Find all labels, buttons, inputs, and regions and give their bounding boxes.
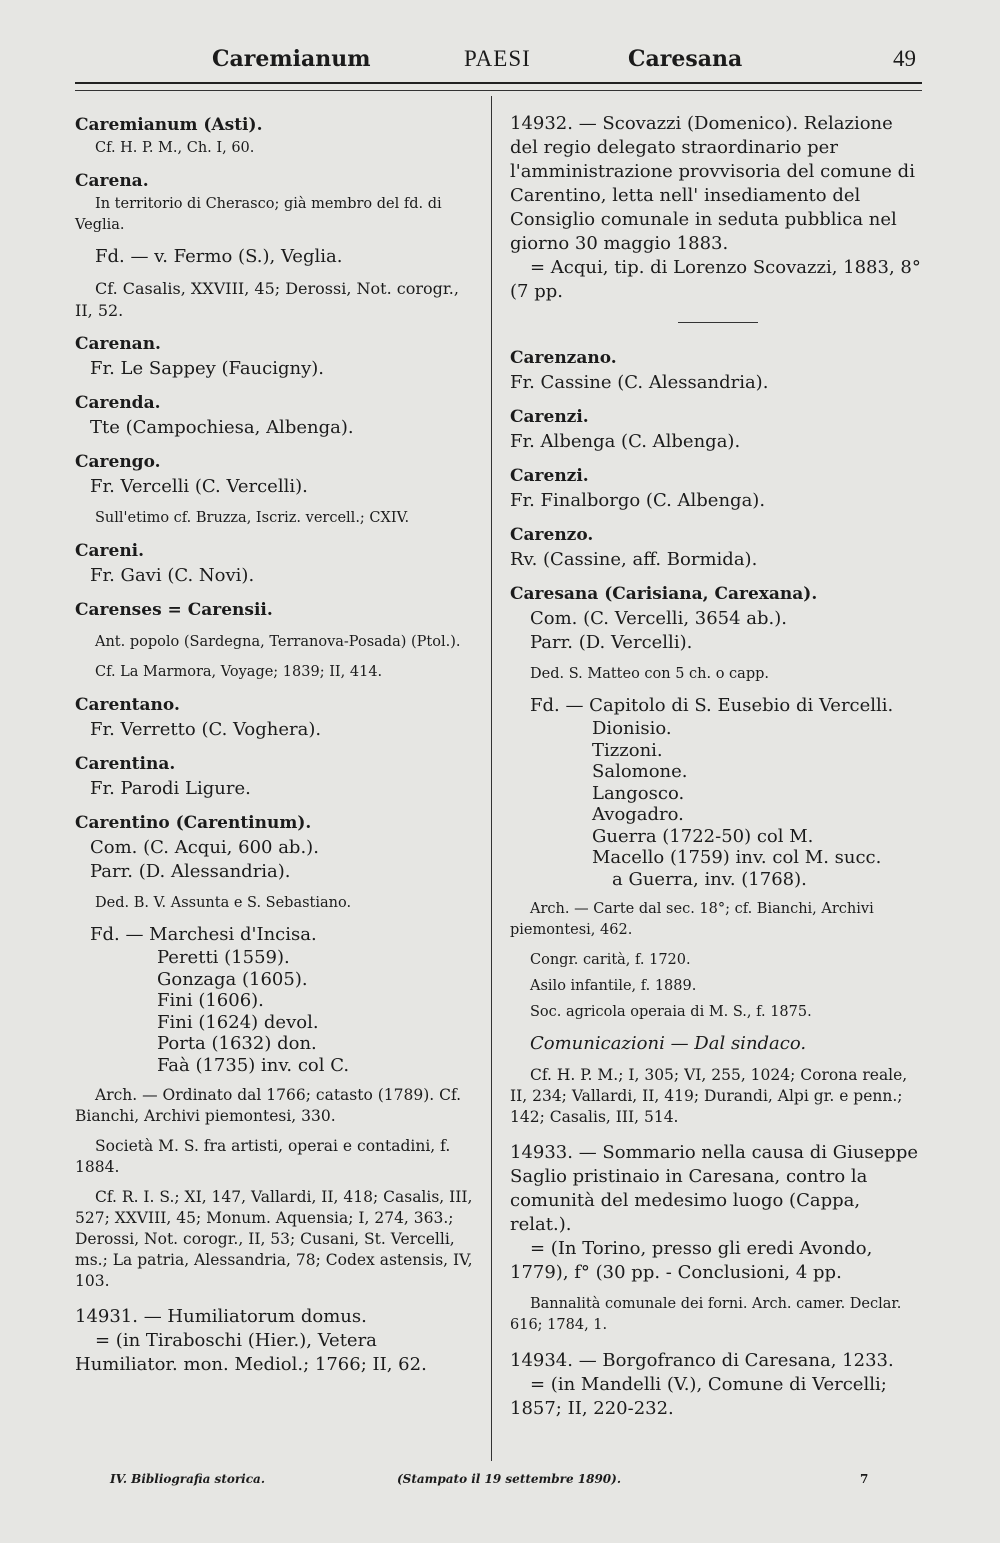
entry-text: Bannalità comunale dei forni. Arch. camer. Declar. 616; 1784, 1. (510, 1296, 902, 1333)
entry-heading: Carenzo. (510, 525, 594, 545)
header-left: Caremianum (212, 46, 371, 72)
header-rule-thin (75, 90, 922, 91)
entry-heading: Carenses = Carensii. (75, 600, 273, 620)
entry-text: = (in Mandelli (V.), Comune di Vercelli; 1857; II, 220-232. (510, 1374, 887, 1419)
header-center: PAESI (464, 46, 531, 71)
footer-signature: 7 (860, 1472, 869, 1486)
entry-text: Com. (C. Acqui, 600 ab.). (90, 837, 319, 858)
list-item: Salomone. (592, 761, 688, 782)
entry-text: Fr. Verretto (C. Voghera). (90, 719, 322, 740)
entry-text: Fr. Albenga (C. Albenga). (510, 431, 741, 452)
list-item: Langosco. (592, 782, 685, 804)
list-item: Guerra (1722-50) col M. (592, 825, 814, 847)
entry-text: Sull'etimo cf. Bruzza, Iscriz. vercell.; CXIV. (95, 510, 410, 526)
list-item: Porta (1632) don. (157, 1033, 317, 1054)
entry-heading: Caresana (Carisiana, Carexana). (510, 584, 818, 604)
entry-text: Parr. (D. Vercelli). (530, 632, 693, 653)
entry-text: Fr. Le Sappey (Faucigny). (90, 358, 325, 379)
separator-rule (678, 322, 758, 323)
entry-text: Arch. — Ordinato dal 1766; catasto (1789). Cf. Bianchi, Archivi piemontesi, 330. (75, 1086, 462, 1125)
footer-center: (Stampato il 19 settembre 1890). (397, 1472, 622, 1486)
page-number: 49 (893, 46, 916, 71)
entry-text: Società M. S. fra artisti, operai e contadini, f. 1884. (75, 1137, 451, 1176)
entry-text: In territorio di Cherasco; già membro del fd. di Veglia. (75, 196, 442, 233)
entry-text: Tte (Campochiesa, Albenga). (90, 417, 354, 438)
entry-text: Cf. H. P. M., Ch. I, 60. (95, 140, 255, 156)
right-column (510, 112, 924, 1421)
entry-text: Cf. Casalis, XXVIII, 45; Derossi, Not. corogr., II, 52. (75, 279, 459, 320)
entry-text: Fd. — Capitolo di S. Eusebio di Vercelli. (530, 695, 894, 716)
footer-left: IV. Bibliografia storica. (110, 1472, 266, 1486)
entry-heading: Carentino (Carentinum). (75, 813, 312, 833)
entry-text: Fr. Vercelli (C. Vercelli). (90, 476, 308, 497)
list-item: Fini (1624) devol. (157, 1011, 319, 1033)
entry-text: Cf. R. I. S.; XI, 147, Vallardi, II, 418; Casalis, III, 527; XXVIII, 45; Monum. Aquensia; I, 274, 363.; Derossi, Not. corogr., II, 53; Cusani, St. Vercelli, ms.; La patria, Alessandria, 78; Codex astensis, IV, 103. (75, 1188, 473, 1290)
entry-text: Soc. agricola operaia di M. S., f. 1875. (530, 1004, 812, 1020)
entry-text: Fr. Parodi Ligure. (90, 778, 251, 799)
header-rule-thick (75, 82, 922, 84)
entry-heading: Carentina. (75, 754, 176, 774)
entry-heading: Carenda. (75, 393, 161, 413)
list-item: a Guerra, inv. (1768). (612, 868, 807, 890)
list-item: Gonzaga (1605). (157, 968, 308, 990)
entry-text: Comunicazioni — Dal sindaco. (530, 1033, 807, 1054)
entry-text: Fd. — v. Fermo (S.), Veglia. (95, 246, 343, 267)
entry-text: Rv. (Cassine, aff. Bormida). (510, 549, 758, 570)
entry-text: Parr. (D. Alessandria). (90, 861, 291, 882)
entry-text: = Acqui, tip. di Lorenzo Scovazzi, 1883, 8° (7 pp. (510, 257, 921, 302)
entry-text: Fr. Finalborgo (C. Albenga). (510, 490, 766, 511)
entry-text: Ded. S. Matteo con 5 ch. o capp. (530, 666, 769, 682)
list-item: Peretti (1559). (157, 947, 290, 968)
running-header (0, 46, 1000, 82)
bibliography-entry: 14931. — Humiliatorum domus. (75, 1306, 367, 1327)
list-item: Faà (1735) inv. col C. (157, 1054, 350, 1076)
entry-heading: Caremianum (Asti). (75, 115, 263, 135)
entry-heading: Careni. (75, 541, 145, 561)
entry-text: = (In Torino, presso gli eredi Avondo, 1779), f° (30 pp. - Conclusioni, 4 pp. (510, 1238, 873, 1283)
list-item: Fini (1606). (157, 990, 264, 1011)
entry-heading: Carena. (75, 171, 149, 191)
entry-text: Asilo infantile, f. 1889. (530, 978, 697, 994)
entry-text: Fr. Gavi (C. Novi). (90, 565, 255, 586)
list-item: Macello (1759) inv. col M. succ. (592, 847, 882, 868)
left-column (75, 112, 475, 1377)
bibliography-entry: 14933. — Sommario nella causa di Giuseppe Saglio pristinaio in Caresana, contro la comunità del medesimo luogo (Cappa, relat.). (510, 1142, 919, 1235)
list-item: Tizzoni. (592, 739, 663, 761)
header-right: Caresana (628, 46, 743, 72)
bibliography-entry: 14932. — Scovazzi (Domenico). Relazione del regio delegato straordinario per l'amministrazione provvisoria del comune di Carentino, letta nell' insediamento del Consiglio comunale in seduta pubblica nel giorno 30 maggio 1883. (510, 113, 915, 254)
entry-heading: Carenzi. (510, 407, 589, 427)
list-item: Dionisio. (592, 718, 672, 739)
entry-text: Arch. — Carte dal sec. 18°; cf. Bianchi, Archivi piemontesi, 462. (510, 901, 874, 938)
entry-heading: Carentano. (75, 695, 180, 715)
entry-heading: Carengo. (75, 452, 161, 472)
entry-text: Congr. carità, f. 1720. (530, 952, 691, 968)
entry-text: Ant. popolo (Sardegna, Terranova-Posada) (Ptol.). (95, 634, 461, 650)
entry-heading: Carenan. (75, 334, 161, 354)
column-divider (491, 96, 492, 1461)
entry-text: Fr. Cassine (C. Alessandria). (510, 372, 769, 393)
entry-text: Cf. La Marmora, Voyage; 1839; II, 414. (95, 664, 383, 680)
list-item: Avogadro. (592, 804, 684, 825)
entry-text: Ded. B. V. Assunta e S. Sebastiano. (95, 895, 352, 911)
entry-heading: Carenzano. (510, 348, 617, 368)
entry-heading: Carenzi. (510, 466, 589, 486)
entry-text: = (in Tiraboschi (Hier.), Vetera Humiliator. mon. Mediol.; 1766; II, 62. (75, 1330, 427, 1375)
entry-text: Fd. — Marchesi d'Incisa. (90, 924, 317, 945)
entry-text: Cf. H. P. M.; I, 305; VI, 255, 1024; Corona reale, II, 234; Vallardi, II, 419; Durandi, Alpi gr. e penn.; 142; Casalis, III, 514. (510, 1066, 908, 1126)
entry-text: Com. (C. Vercelli, 3654 ab.). (530, 608, 788, 629)
bibliography-entry: 14934. — Borgofranco di Caresana, 1233. (510, 1350, 894, 1371)
